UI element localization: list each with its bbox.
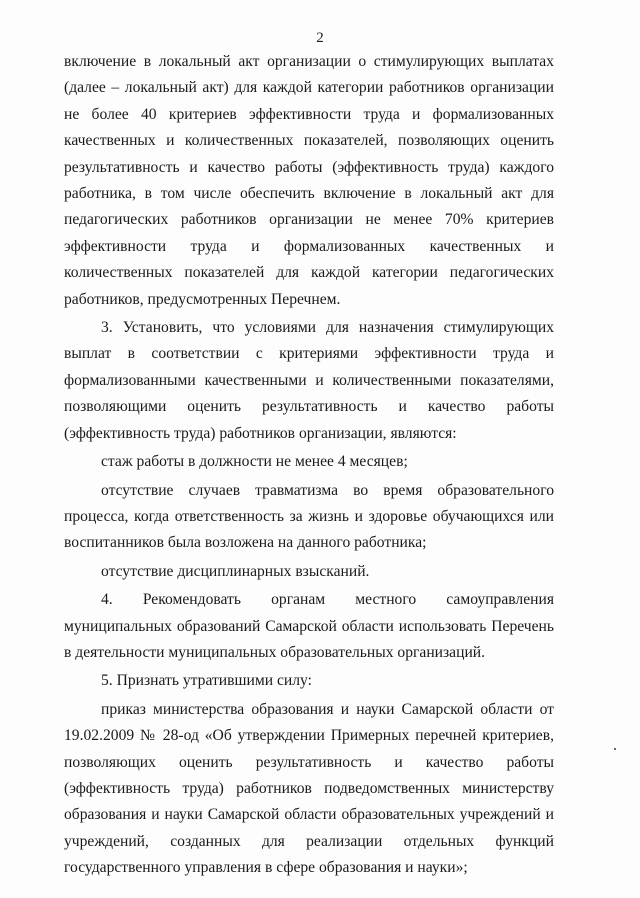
page-number: 2	[316, 30, 324, 46]
document-body	[64, 49, 554, 882]
paragraph-item-5: 5. Признать утратившими силу:	[101, 672, 312, 690]
paragraph-item-3: 3. Установить, что условиями для назначения стимулирующих выплат в соответствии с критериями эффективности труда и формализованными качественными и количественными показателями, позволяющими оценить результативность и качество работы (эффективность труда) работников организации, являются:	[64, 319, 554, 442]
paragraph-condition-no-penalties: отсутствие дисциплинарных взысканий.	[101, 562, 370, 580]
scan-speck	[614, 748, 616, 750]
paragraph-continuation: включение в локальный акт организации о стимулирующих выплатах (далее – локальный акт) для каждой категории работников организации не более 40 критериев эффективности труда и формализованных качественных и количественных показателей, позволяющих оценить результативность и качество работы (эффективность труда) каждого работника, в том числе обеспечить включение в локальный акт для педагогических работников организации не менее 70% критериев эффективности труда и формализованных качественных и количественных показателей для каждой категории педагогических работников, предусмотренных Перечнем.	[64, 53, 554, 308]
paragraph-condition-no-injuries: отсутствие случаев травматизма во время образовательного процесса, когда ответственность за жизнь и здоровье обучающихся или воспитанников была возложена на данного работника;	[64, 481, 554, 552]
paragraph-item-4: 4. Рекомендовать органам местного самоуправления муниципальных образований Самарской области использовать Перечень в деятельности муниципальных образовательных организаций.	[64, 591, 554, 661]
paragraph-condition-tenure: стаж работы в должности не менее 4 месяцев;	[101, 453, 408, 471]
paragraph-repealed-order: приказ министерства образования и науки Самарской области от 19.02.2009 № 28-од «Об утверждении Примерных перечней критериев, позволяющих оценить результативность и качество работы (эффективность труда) работников подведомственных министерству образования и науки Самарской области образовательных учреждений и учреждений, созданных для реализации отдельных функций государственного управления в сфере образования и науки»;	[64, 700, 554, 877]
